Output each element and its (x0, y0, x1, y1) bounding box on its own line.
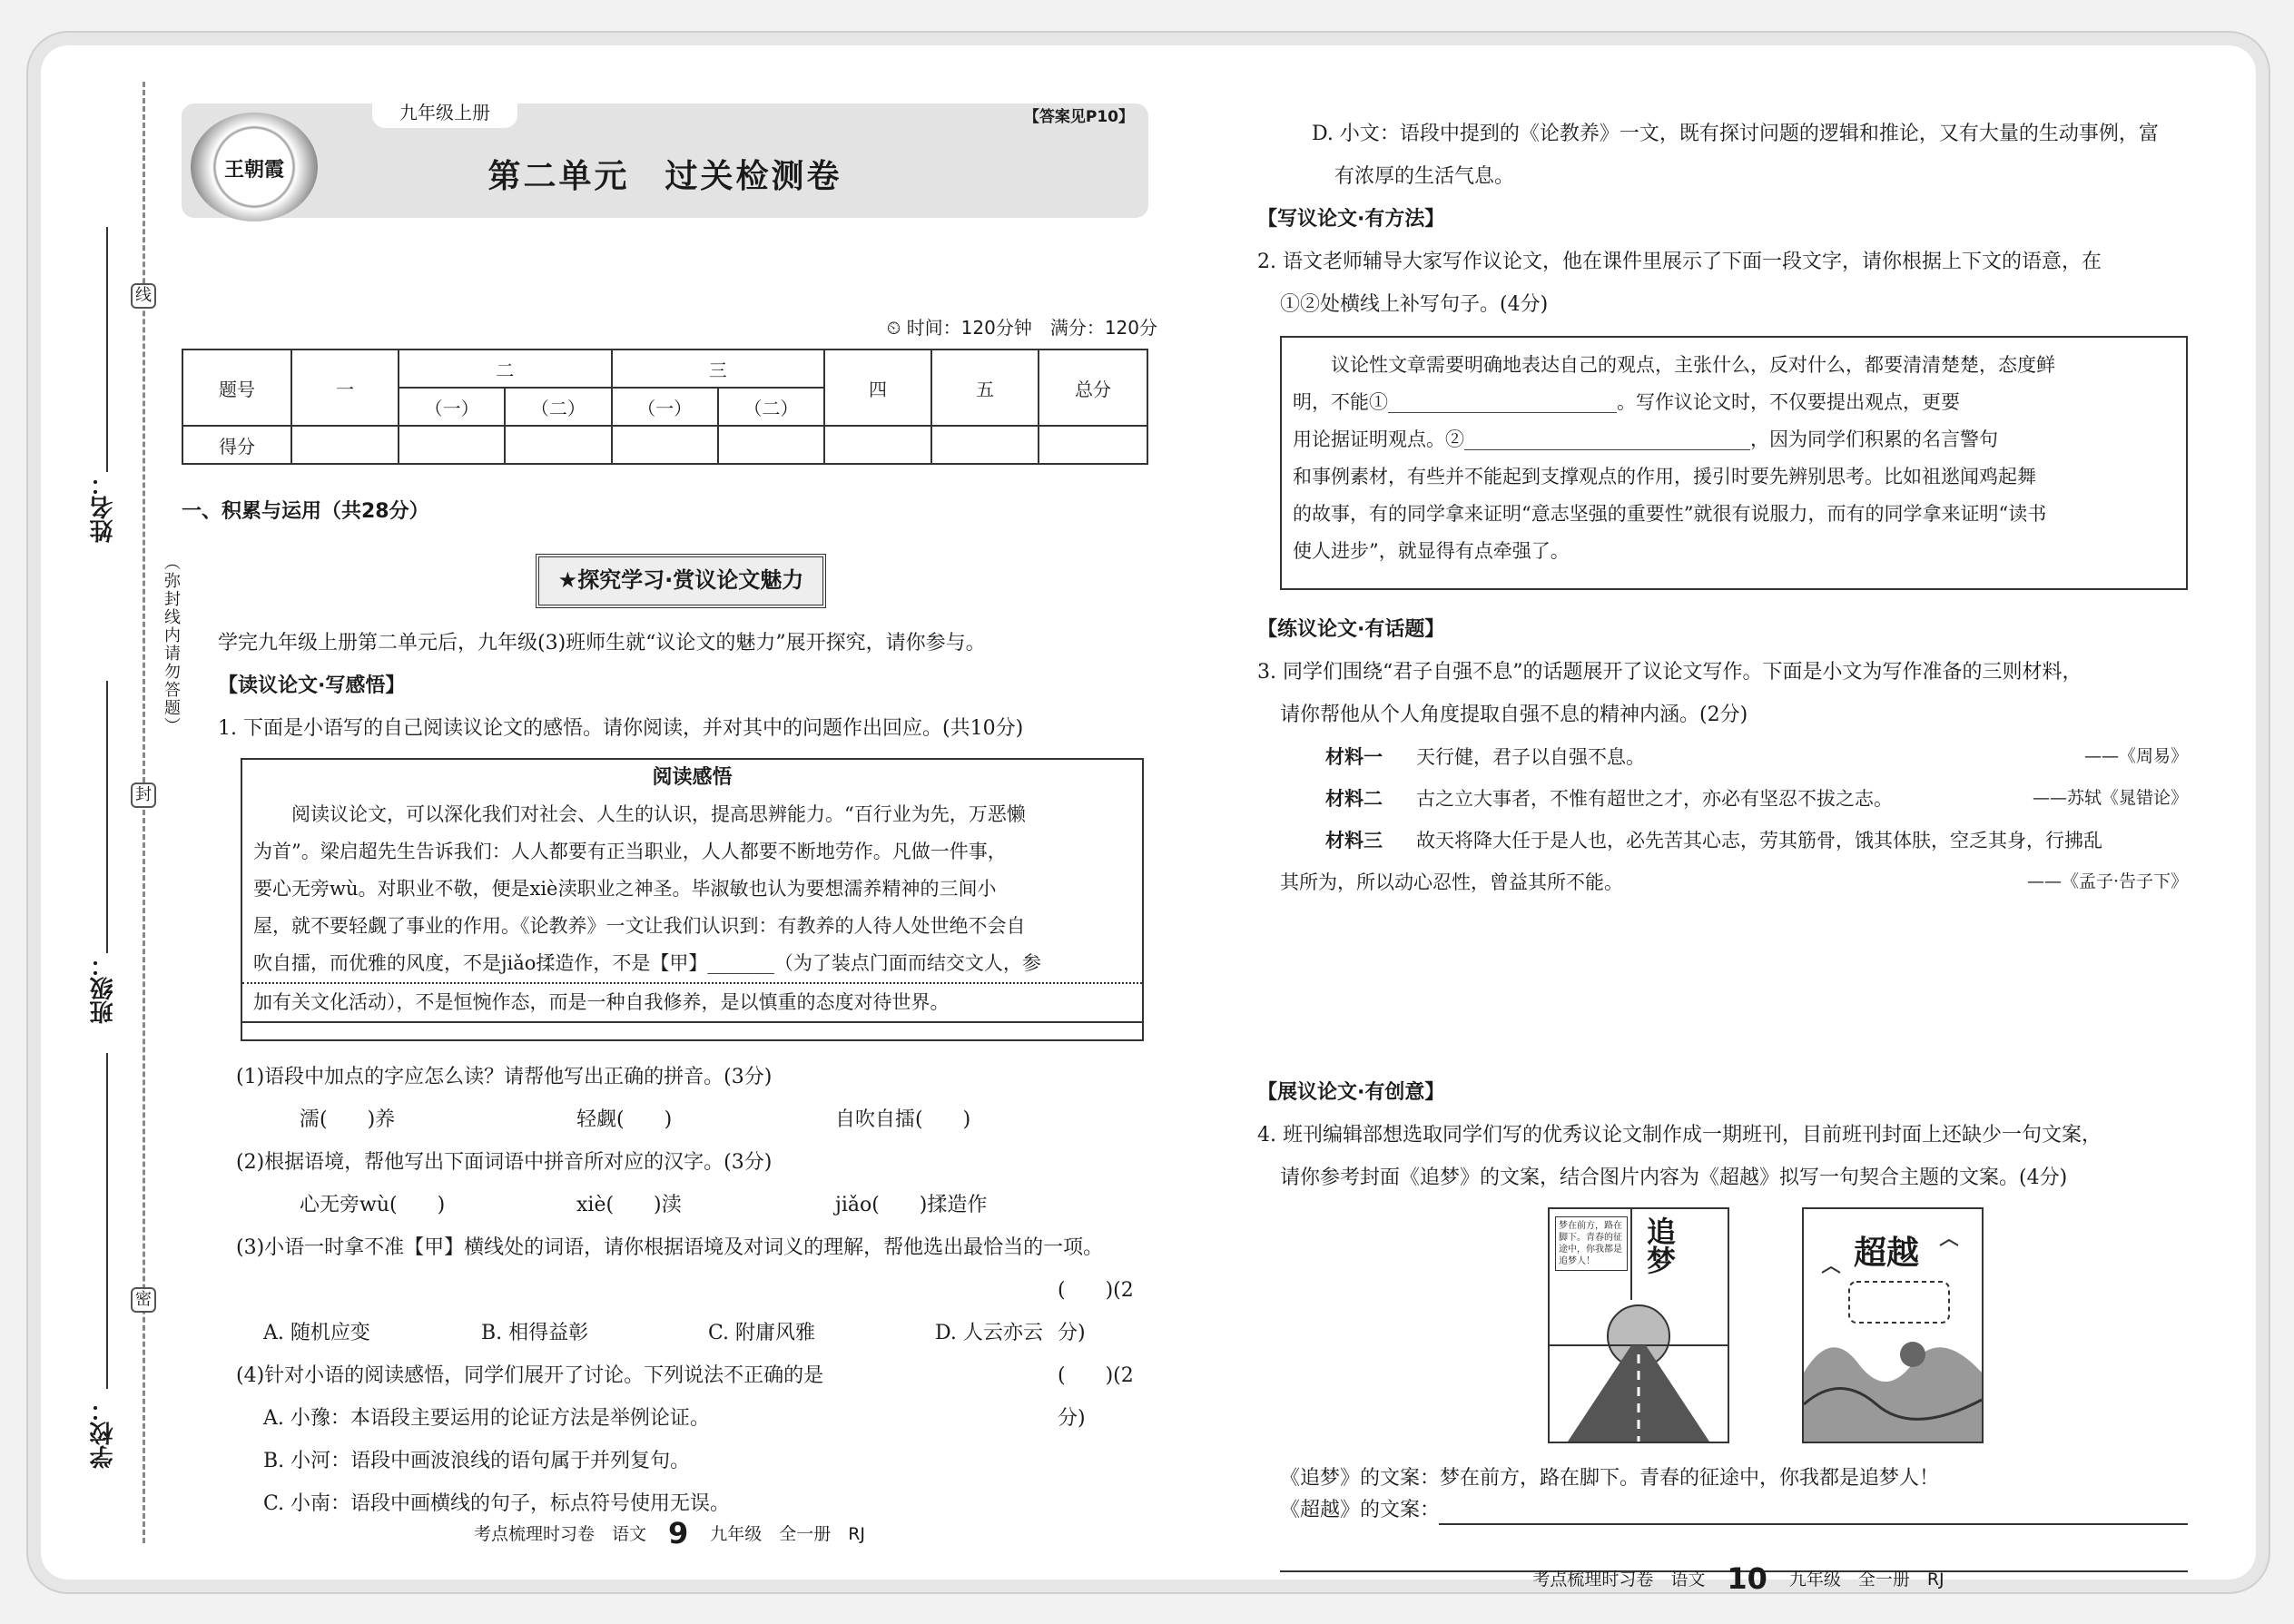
score-input-cell[interactable] (399, 426, 505, 464)
material-text-cont: 其所为，所以动心忍性，曾益其所不能。 (1280, 871, 1623, 893)
footer-edition: 九年级 全一册 RJ (1788, 1570, 1944, 1590)
score-header-cell: 题号 (182, 349, 291, 426)
material-label: 材料三 (1325, 829, 1383, 851)
subsection-heading: 【练议论文·有话题】 (1257, 618, 1445, 641)
page-number: 9 (667, 1516, 689, 1550)
reading-box-line: 为首”。梁启超先生告诉我们：人人都要有正当职业，人人都要不断地劳作。凡做一件事， (253, 841, 1007, 862)
option: A. 随机应变 (263, 1322, 370, 1344)
writing-sample-box (1280, 336, 2188, 590)
answer-blank[interactable]: 自吹自擂( ) (835, 1108, 971, 1131)
subsection-heading: 【展议论文·有创意】 (1257, 1081, 1445, 1104)
logo-text: 王朝霞 (223, 158, 284, 182)
score-input-cell[interactable] (931, 426, 1039, 464)
score-sub-cell: （二） (505, 388, 611, 426)
option: D. 人云亦云 (935, 1322, 1043, 1344)
option: C. 附庸风雅 (708, 1322, 816, 1344)
class-field-line[interactable] (106, 681, 108, 953)
exam-sheet (41, 45, 2256, 1596)
score-input-cell[interactable] (291, 426, 399, 464)
question-4-cont: 请你参考封面《追梦》的文案，结合图片内容为《超越》拟写一句契合主题的文案。(4分) (1280, 1166, 2068, 1189)
reading-box (241, 758, 1144, 1041)
sample-line: 和事例素材，有些并不能起到支撑观点的作用，援引时要先辨别思考。比如祖逖闻鸡起舞 (1293, 466, 2036, 487)
reading-box-line: 阅读议论文，可以深化我们对社会、人生的认识，提高思辨能力。“百行业为先，万恶懒 (291, 803, 1026, 825)
poster-chase-dream (1548, 1207, 1729, 1443)
footer-edition: 九年级 全一册 RJ (710, 1524, 866, 1544)
score-input-cell[interactable] (824, 426, 931, 464)
option: A. 小豫：本语段主要运用的论证方法是举例论证。 (263, 1407, 710, 1430)
footer-series: 考点梳理时习卷 语文 (473, 1524, 646, 1544)
reading-box-line: 加有关文化活动），不是恒惋作态，而是一种自我修养，是以慎重的态度对待世界。 (242, 984, 1142, 1023)
subsection-heading: 【读议论文·写感悟】 (218, 674, 406, 697)
name-field-line[interactable] (106, 227, 108, 472)
copy-example: 《追梦》的文案：梦在前方，路在脚下。青春的征途中，你我都是追梦人！ (1280, 1467, 1940, 1490)
reading-box-line: 屋，就不要轻觑了事业的作用。《论教养》一文让我们认识到：有教养的人待人处世绝不会自 (253, 915, 1026, 937)
material-text: 故天将降大任于是人也，必先苦其心志，劳其筋骨，饿其体肤，空乏其身，行拂乱 (1416, 830, 2102, 851)
option: D. 小文：语段中提到的《论教养》一文，既有探讨问题的逻辑和推论，又有大量的生动事例，富 (1312, 123, 2159, 145)
materials-block (1280, 743, 2188, 906)
right-page (1248, 73, 2229, 1596)
footer-series: 考点梳理时习卷 语文 (1532, 1570, 1706, 1590)
sample-line: 议论性文章需要明确地表达自己的观点，主张什么，反对什么，都要清清楚楚，态度鲜 (1331, 354, 2055, 376)
question-4: 4. 班刊编辑部想选取同学们写的优秀议论文制作成一期班刊，目前班刊封面上还缺少一句文案， (1257, 1124, 2102, 1147)
page-footer (1248, 1561, 2229, 1596)
answer-blank[interactable]: 心无旁wù( ) (300, 1194, 446, 1216)
material-label: 材料二 (1325, 787, 1383, 810)
option: B. 小河：语段中画波浪线的语句属于并列复句。 (263, 1450, 691, 1472)
material-text: 古之立大事者，不惟有超世之才，亦必有坚忍不拔之志。 (1416, 788, 1893, 810)
name-field-label: 姓名： (90, 472, 117, 543)
bind-mark-feng: 封 (131, 782, 156, 808)
material-source: ——《孟子·告子下》 (2026, 871, 2188, 891)
reading-box-title: 阅读感悟 (652, 766, 733, 789)
sample-line: 的故事，有的同学拿来证明“意志坚强的重要性”就很有说服力，而有的同学拿来证明“读书 (1293, 503, 2047, 525)
score-header-cell: 五 (931, 349, 1039, 426)
copy-prompt: 《超越》的文案： (1280, 1499, 1441, 1521)
sample-line[interactable]: 用论据证明观点。②______________________________，因为同学们积累的名言警句 (1293, 428, 1998, 450)
section-heading: 一、积累与运用（共28分） (182, 500, 429, 523)
left-page (182, 73, 1157, 1550)
score-header-cell: 二 (399, 349, 612, 388)
option-continued: 有浓厚的生活气息。 (1334, 165, 1515, 188)
question-1-4: (4)针对小语的阅读感悟，同学们展开了讨论。下列说法不正确的是 (236, 1364, 824, 1387)
page-header (182, 103, 1148, 218)
material-label: 材料一 (1325, 745, 1383, 768)
question-1-1: (1)语段中加点的字应怎么读？请帮他写出正确的拼音。(3分) (236, 1066, 773, 1088)
question-2: 2. 语文老师辅导大家写作议论文，他在课件里展示了下面一段文字，请你根据上下文的语意，在 (1257, 251, 2102, 273)
binding-note: （弥封线内请勿答题） (162, 554, 181, 735)
answer-blank[interactable]: 濡( )养 (300, 1108, 396, 1131)
poster-title: 超越 (1854, 1235, 1920, 1272)
answer-choice-blank[interactable]: ( )(2分) (1058, 1279, 1134, 1344)
page-title: 第二单元 过关检测卷 (487, 158, 842, 195)
option: B. 相得益彰 (481, 1322, 589, 1344)
score-header-cell: 一 (291, 349, 399, 426)
score-input-cell[interactable] (718, 426, 824, 464)
subsection-heading: 【写议论文·有方法】 (1257, 208, 1445, 231)
answer-blank[interactable]: 轻觑( ) (576, 1108, 673, 1131)
page-footer (182, 1516, 1157, 1550)
question-3-cont: 请你帮他从个人角度提取自强不息的精神内涵。(2分) (1280, 704, 1748, 726)
material-source: ——苏轼《晁错论》 (2032, 788, 2188, 808)
question-1: 1. 下面是小语写的自己阅读议论文的感悟。请你阅读，并对其中的问题作出回应。(共10分) (218, 717, 1024, 740)
score-header-cell: 三 (612, 349, 825, 388)
sample-line: 使人进步”，就显得有点牵强了。 (1293, 540, 1570, 562)
copy-answer-line[interactable] (1439, 1523, 2188, 1525)
reading-box-line: 要心无旁wù。对职业不敬，便是xiè渎职业之神圣。毕淑敏也认为要想濡养精神的三间小 (253, 878, 997, 900)
question-3: 3. 同学们围绕“君子自强不息”的话题展开了议论文写作。下面是小文为写作准备的三则材料， (1257, 661, 2082, 684)
page-number: 10 (1727, 1561, 1767, 1596)
score-input-cell[interactable] (505, 426, 611, 464)
sample-line[interactable]: 明，不能①________________________。写作议论文时，不仅要提出观点，更要 (1293, 391, 1960, 413)
answer-blank[interactable]: jiǎo( )揉造作 (835, 1194, 988, 1216)
score-input-cell[interactable] (1039, 426, 1147, 464)
poster-caption: 梦在前方，路在脚下。青春的征途中，你我都是追梦人！ (1555, 1216, 1628, 1271)
topic-banner: ★探究学习·赏议论文魅力 (536, 554, 826, 608)
question-1-2: (2)根据语境，帮他写出下面词语中拼音所对应的汉字。(3分) (236, 1151, 773, 1174)
question-1-3: (3)小语一时拿不准【甲】横线处的词语，请你根据语境及对词义的理解，帮他选出最恰当的一项。 (236, 1236, 1104, 1259)
reading-box-line: 吹自擂，而优雅的风度，不是jiǎo揉造作，不是【甲】_______（为了装点门面而结交文人，参 (242, 945, 1142, 984)
intro-text: 学完九年级上册第二单元后，九年级(3)班师生就“议论文的魅力”展开探究，请你参与。 (218, 632, 986, 655)
score-header-cell: 总分 (1039, 349, 1147, 426)
score-input-cell[interactable] (612, 426, 718, 464)
binding-margin (41, 45, 186, 1580)
score-sub-cell: （二） (718, 388, 824, 426)
score-row-label: 得分 (182, 426, 291, 464)
bind-mark-xian: 线 (131, 283, 156, 309)
material-text: 天行健，君子以自强不息。 (1416, 746, 1645, 768)
grade-tab: 九年级上册 (372, 94, 517, 128)
school-field-line[interactable] (106, 1053, 108, 1389)
poster-surpass (1802, 1207, 1984, 1443)
answer-choice-blank[interactable]: ( )(2分) (1058, 1364, 1134, 1430)
score-sub-cell: （一） (612, 388, 718, 426)
option: C. 小南：语段中画横线的句子，标点符号使用无误。 (263, 1492, 731, 1515)
score-header-cell: 四 (824, 349, 931, 426)
school-field-label: 学校： (90, 1398, 117, 1469)
score-table (182, 349, 1148, 465)
question-2-cont: ①②处横线上补写句子。(4分) (1280, 293, 1549, 316)
class-field-label: 班级： (90, 953, 117, 1024)
answer-reference: 【答案见P10】 (1023, 108, 1134, 126)
score-sub-cell: （一） (399, 388, 505, 426)
time-score-info: ⏲ 时间：120分钟 满分：120分 (886, 317, 1157, 339)
material-source: ——《周易》 (2083, 746, 2188, 766)
answer-blank[interactable]: xiè( )渎 (576, 1194, 682, 1216)
poster-title: 追梦 (1642, 1216, 1677, 1275)
bind-mark-mi: 密 (131, 1287, 156, 1313)
